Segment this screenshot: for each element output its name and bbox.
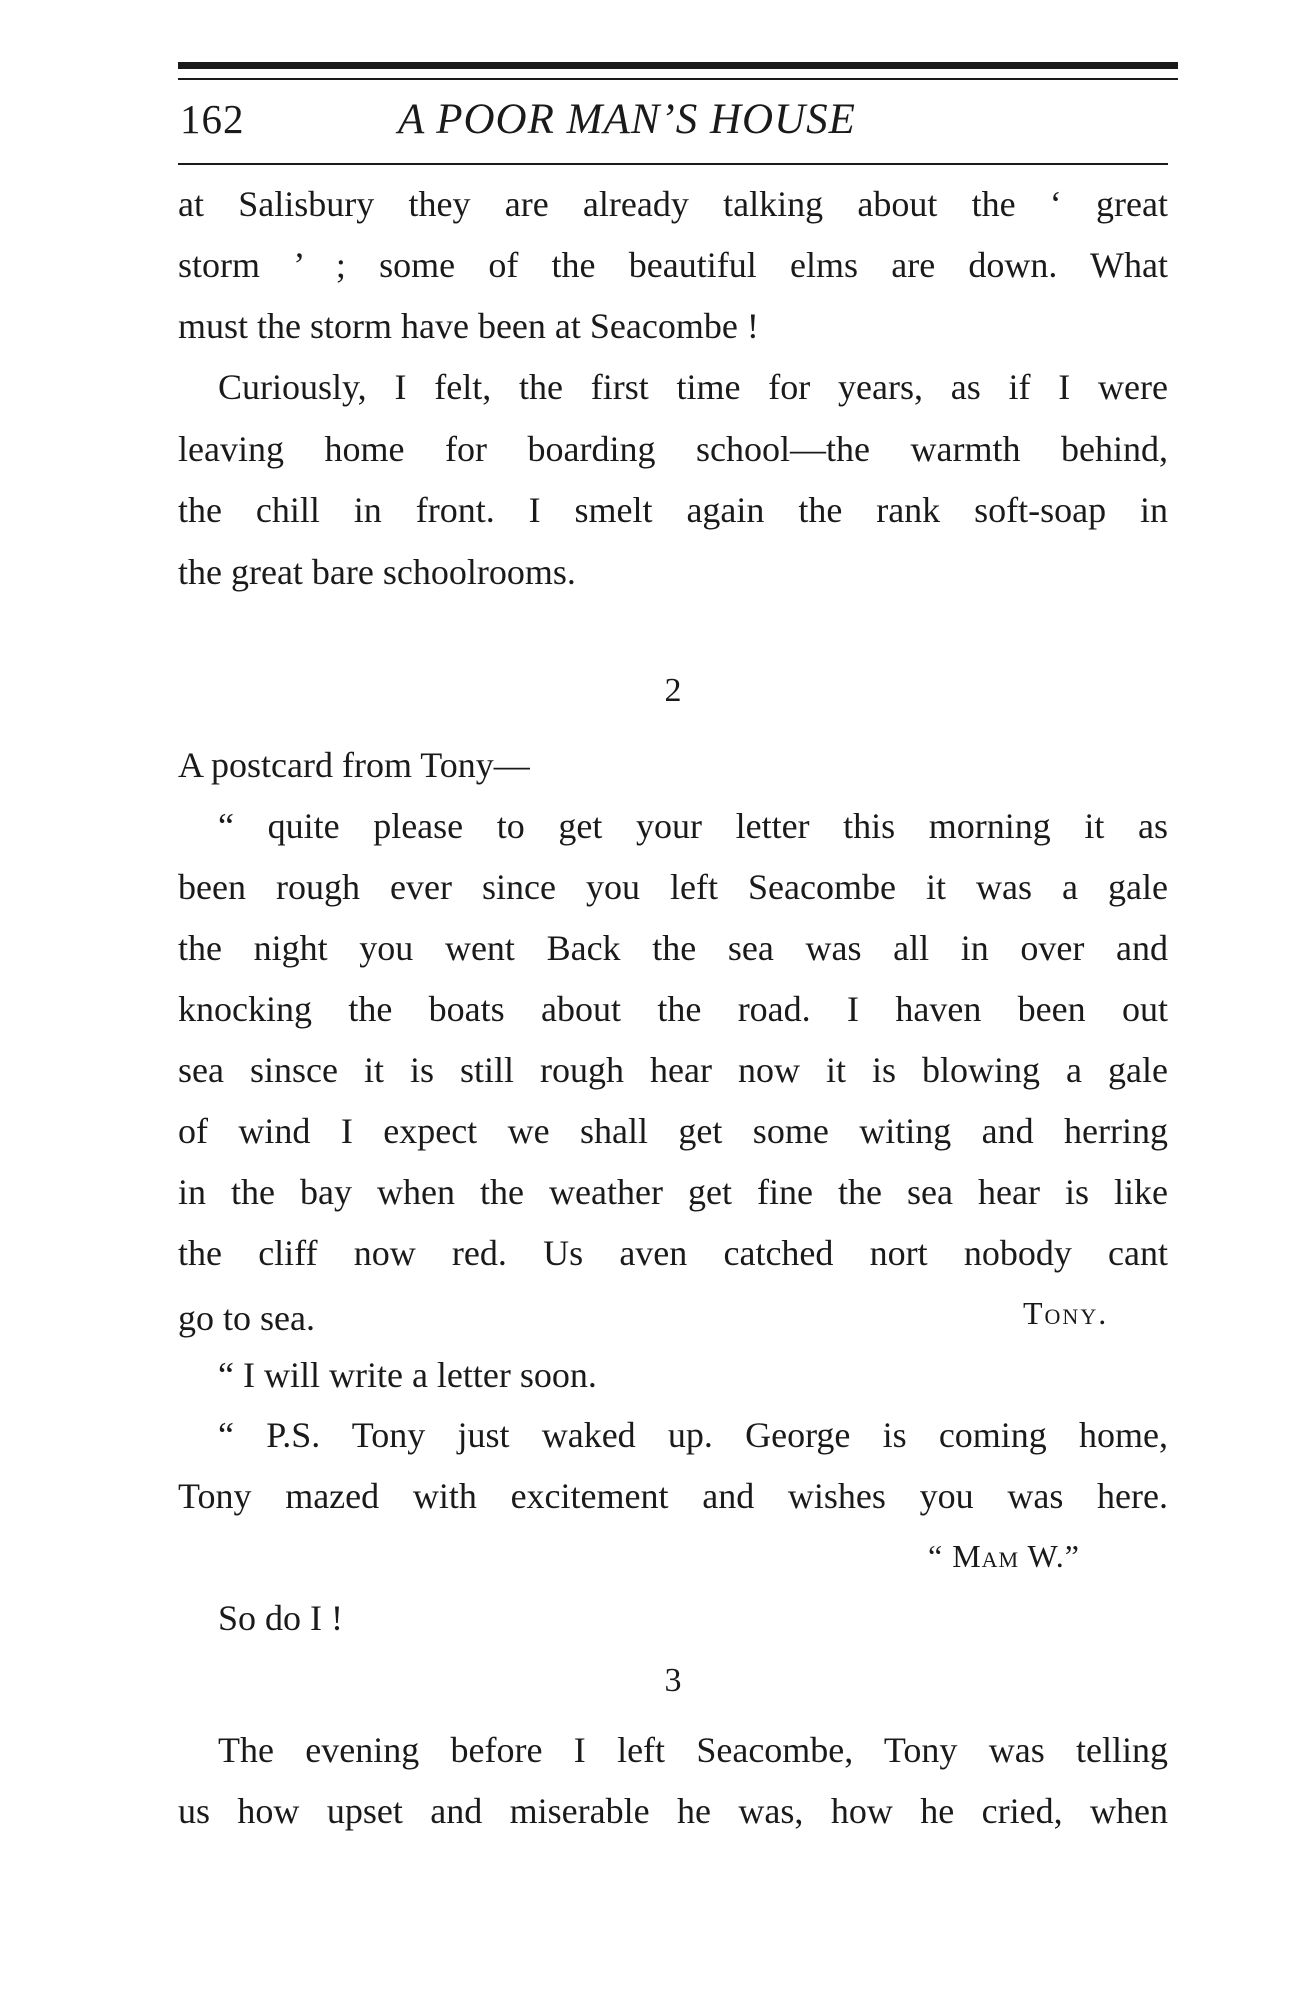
section-number: 3 (664, 1662, 682, 1699)
letter-line: in the bay when the weather get fine the sea hear is like (178, 1172, 1168, 1212)
text-line: A postcard from Tony— (178, 745, 530, 785)
section-number: 2 (664, 672, 682, 709)
text-line: must the storm have been at Seacombe ! (178, 306, 759, 346)
letter-note: “ I will write a letter soon. (218, 1355, 597, 1395)
text-line: the chill in front. I smelt again the rank soft-soap in (178, 490, 1168, 530)
text-line: leaving home for boarding school—the warmth behind, (178, 429, 1168, 469)
letter-line: go to sea. (178, 1298, 315, 1338)
text-line: us how upset and miserable he was, how he cried, when (178, 1791, 1168, 1831)
postscript-line: Tony mazed with excitement and wishes you was here. (178, 1476, 1168, 1516)
reply-line: So do I ! (218, 1598, 343, 1638)
letter-signature: Tony. (1023, 1295, 1109, 1331)
postscript-line: “ P.S. Tony just waked up. George is coming home, (218, 1415, 1168, 1455)
letter-line: sea sinsce it is still rough hear now it is blowing a gale (178, 1050, 1168, 1090)
running-title: A POOR MAN’S HOUSE (398, 96, 856, 143)
header-rule (178, 163, 1168, 165)
postscript-signature: “ Mam W.” (928, 1538, 1080, 1574)
text-line: Curiously, I felt, the first time for years, as if I were (218, 367, 1168, 407)
letter-line: knocking the boats about the road. I haven been out (178, 989, 1168, 1029)
text-line: the great bare schoolrooms. (178, 552, 576, 592)
letter-line: “ quite please to get your letter this morning it as (218, 806, 1168, 846)
running-header (178, 95, 1178, 155)
text-line: The evening before I left Seacombe, Tony was telling (218, 1730, 1168, 1770)
page-number: 162 (180, 96, 245, 142)
top-rule-thin (178, 78, 1178, 80)
letter-line: the cliff now red. Us aven catched nort nobody cant (178, 1233, 1168, 1273)
text-line: at Salisbury they are already talking about the ‘ great (178, 184, 1168, 224)
letter-line: the night you went Back the sea was all in over and (178, 928, 1168, 968)
text-line: storm ’ ; some of the beautiful elms are down. What (178, 245, 1168, 285)
top-rule-thick (178, 62, 1178, 69)
letter-line: been rough ever since you left Seacombe it was a gale (178, 867, 1168, 907)
letter-line: of wind I expect we shall get some witing and herring (178, 1111, 1168, 1151)
